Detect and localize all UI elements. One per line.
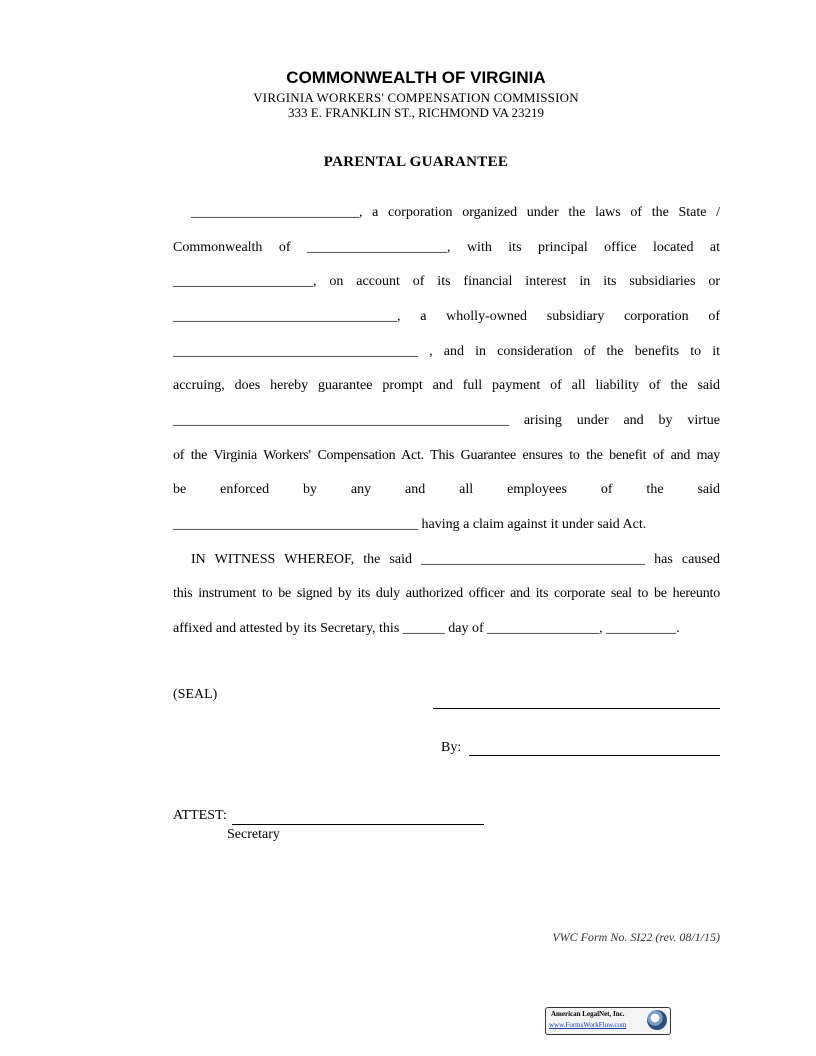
- body-line: of the Virginia Workers' Compensation Act. This Guarantee ensures to the benefit of and may: [173, 448, 720, 463]
- page-title: COMMONWEALTH OF VIRGINIA: [286, 68, 546, 87]
- body-line: be enforced by any and all employees of the said: [173, 482, 720, 497]
- body-line: Commonwealth of ____________________, with its principal office located at: [173, 240, 720, 255]
- attest-label: ATTEST:: [173, 808, 227, 823]
- signature-line: [433, 708, 720, 709]
- by-label: By:: [441, 740, 462, 755]
- seal-label: (SEAL): [173, 687, 218, 702]
- document-title: PARENTAL GUARANTEE: [323, 154, 509, 170]
- body-line: ________________________________, a wholly-owned subsidiary corporation of: [173, 309, 720, 324]
- globe-icon: [647, 1010, 667, 1030]
- by-signature-line: [469, 742, 720, 756]
- secretary-label: Secretary: [227, 827, 280, 842]
- body-line: accruing, does hereby guarantee prompt and full payment of all liability of the said: [173, 378, 720, 393]
- body-line: IN WITNESS WHEREOF, the said ________________________________ has caused: [191, 552, 720, 567]
- logo-website-link[interactable]: www.FormsWorkFlow.com: [549, 1021, 627, 1029]
- body-line: this instrument to be signed by its duly authorized officer and its corporate seal to be hereunto: [173, 586, 720, 601]
- logo-company-name: American LegalNet, Inc.: [551, 1010, 625, 1018]
- agency-address: 333 E. FRANKLIN ST., RICHMOND VA 23219: [287, 105, 545, 120]
- attest-signature-line: [232, 810, 484, 825]
- body-line: affixed and attested by its Secretary, this ______ day of ________________, __________.: [173, 621, 680, 636]
- body-line: ___________________________________ , and in consideration of the benefits to it: [173, 344, 720, 359]
- agency-name: VIRGINIA WORKERS' COMPENSATION COMMISSION: [253, 90, 579, 105]
- body-line: ________________________, a corporation organized under the laws of the State /: [191, 205, 720, 220]
- publisher-logo[interactable]: [545, 1007, 671, 1035]
- body-line: ___________________________________ having a claim against it under said Act.: [173, 517, 647, 532]
- form-number: VWC Form No. SI22 (rev. 08/1/15): [552, 930, 720, 944]
- body-line: ____________________, on account of its financial interest in its subsidiaries or: [173, 274, 720, 289]
- body-line: ________________________________________________ arising under and by virtue: [173, 413, 720, 428]
